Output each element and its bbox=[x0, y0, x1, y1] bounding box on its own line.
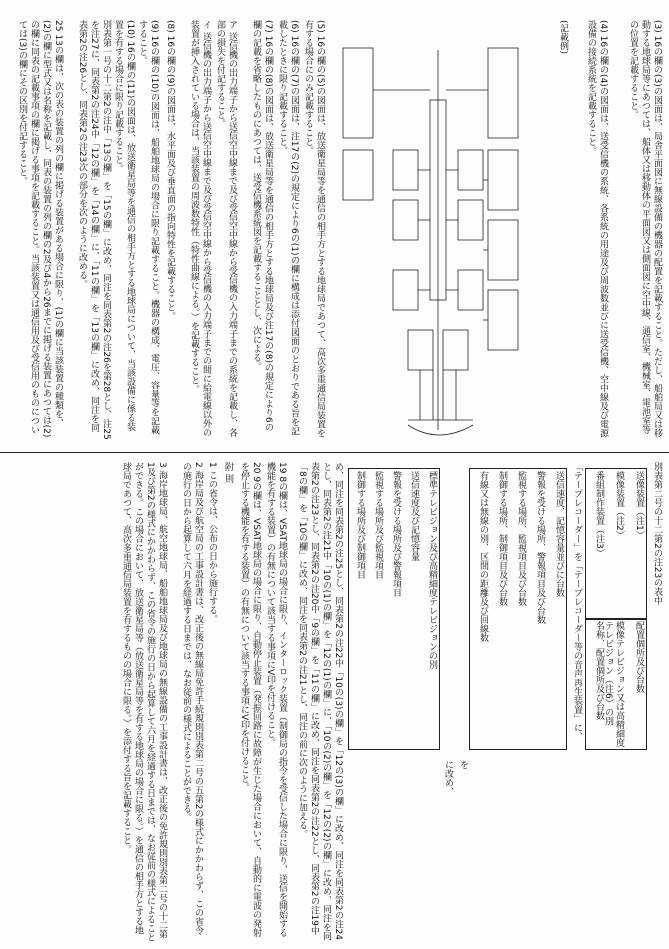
body-text-7: (7) 16の欄の(8)の図面は、放送衛星局等を通信の相手方とする地球局及び注17の(8)の規定により6の欄の記載を省略したものにあつては、送受信機系統図を記載することとし、次による。 bbox=[251, 20, 273, 432]
note-3: (3) 16の欄の(3)の図面は、局舎平面図に無線設備の機器の配置を記載すること。ただし、船舶局又は移動する地球局等にあつては、船体又は移動体の平面図又は側面図に空中線、通信室、機械室、電池室等の位置を記載すること。 bbox=[628, 20, 662, 438]
bottom-para-6: 2 海岸局及び航空局の工事設計書は、改正後の無線局免許手続規則別表第二号の五第2の様式にかかわらず、この省令の施行の日から起算して六月を経過する日までは、なお従前の様式によることができる。 bbox=[181, 462, 203, 936]
mid-text-1: 「テープレコーダー」を「テープレコーダー等の音声再生装置」に、 bbox=[572, 462, 582, 741]
table-before-1-values bbox=[585, 618, 647, 750]
table-cell: 模像テレビジョン又は高精細度テレビジョン（注6）の別 bbox=[603, 621, 624, 747]
bottom-para-7: 3 海岸地球局、航空地球局、船舶地球局及び地球局の無線設備の工事設計書は、改正後の免許規則別表第二号の十二第1及び第2の様式にかかわらず、この省令の施行の日から起算して六月を経過する日までは、なお従前の様式によることができる。この場合において、放送衛星局等（放送衛星局等を有する地球局の場合に限る。）を通信の相手方とする地球局であつて、高次多重通信局装置を有するものの場合に限る。）を添付する旨を記載すること。 bbox=[121, 462, 167, 942]
table-before-2 bbox=[469, 468, 567, 750]
table-row: 模像装置（注2） bbox=[614, 471, 624, 540]
table-cell: 名称、配置個所及び台数 bbox=[594, 621, 604, 720]
diagram-box bbox=[393, 270, 418, 310]
bottom-para-4: 附 則 bbox=[223, 462, 233, 483]
body-text-7b: イ 送信機の出力端子から送信空中線まで及び受信空中線から受信機の入力端子までの間に給電線以外の装置が挿入されている場合は、当該装置の周波数特性（特性曲線による。）を記載すること。 bbox=[189, 20, 211, 437]
diagram-box bbox=[488, 48, 518, 138]
table-before-1 bbox=[585, 468, 647, 620]
table-row: 有線又は無線の別、区間の距離及び回線数 bbox=[478, 471, 488, 642]
system-diagram bbox=[338, 40, 528, 440]
table-row: 送像装置（注1） bbox=[634, 471, 644, 540]
table-row: 送信速度及び記憶容量 bbox=[409, 471, 419, 561]
body-text-7a: ア 送信機の出力端子から送信空中線まで及び受信空中線から受信機の入力端子までの系統を記載し、各部の損失を付記すること。 bbox=[215, 20, 237, 437]
diagram-box bbox=[458, 200, 483, 240]
page-divider bbox=[0, 452, 669, 453]
diagram-box bbox=[443, 330, 468, 370]
table-row: 監視する場所、監視項目及び台数 bbox=[516, 471, 526, 606]
diagram-box bbox=[488, 290, 518, 350]
table-cell: 配置個所及び台数 bbox=[634, 621, 644, 693]
example-label: (記載例) bbox=[558, 20, 568, 55]
diagram-box bbox=[458, 270, 483, 310]
table-row: 送信速度、記憶容量並びに台数 bbox=[554, 471, 564, 597]
table-row: 番組制作装置（注3） bbox=[594, 471, 604, 558]
diagram-box bbox=[408, 330, 433, 370]
antenna-arc bbox=[408, 425, 473, 435]
bottom-para-3: 20 9の欄は、VSAT地球局の場合に限り、自動停止装置（発振回路に故障が生じた場合において、自動的に電波の発射を停止する機能を有する装置）の有無について該当する事項にV印を付けること。 bbox=[239, 462, 261, 938]
note-4: (4) 16の欄の(4)の図面は、送受信機の系統、各系統の用途及び周波数並びに送受信機、空中線及び電源設備の接続系統を記載すること。 bbox=[586, 20, 608, 438]
bottom-para-1: め、同注を同表第2の注25とし、同表第2の注22中「10の(3)の欄」を「12の(3)の欄」に改め、同注を同表第2の注24とし、同表第2の注21中「10の(1)の欄」を「12の(1)の欄」に、「10の(2)の欄」を「12の(2)の欄」に改め、同注を同表第2の注23とし、同表第2の注20中「9の欄」を「11の欄」に改め、同注を同表第2の注22とし、同表第2の注19中「8の欄」を「10の欄」に改め、同注を同表第2の注21とし、同注の前に次のように加える。 bbox=[297, 462, 343, 941]
table-row: 制御する場所、制御項目及び台数 bbox=[497, 471, 507, 606]
body-text-6: (6) 16の欄の(7)の図面は、注17の(2)の規定により6の(1)の欄に構成は添付図面のとおりである旨を記載したときに限り記載すること。 bbox=[277, 20, 299, 436]
table-after bbox=[348, 468, 440, 750]
bottom-para-5: 1 この省令は、公布の日から施行する。 bbox=[207, 462, 217, 624]
body-text-9: (9) 16の欄の(10)の図面は、船舶地球局の場合に限り記載すること。機器の構成、電圧、容量等を記載すること。 bbox=[137, 20, 159, 435]
table-row: 監視する場所及び監視項目 bbox=[373, 471, 383, 579]
body-text-25: 25 13の欄は、次の表の装置の列の欄に掲げる装置がある場合に限り、(1)の欄に当該装置の種類を、(2)の欄に型式又は名称を記載し、同表の装置の列の欄の2及び4から26までに掲げる装置にあつては(2)の欄に同表の記載事項の欄に掲げる事項を記載すること。当該装置又は通信用及び受信用のものについては(3)の欄にその区別を付記すること。 bbox=[17, 20, 63, 438]
body-text-8: (8) 16の欄の(9)の図面は、水平面及び垂直面の指向特性を記載すること。 bbox=[165, 20, 175, 321]
table-row: 標準テレビジョン及び高精細度テレビジョンの別 bbox=[427, 471, 437, 669]
bottom-header: 別表第二号の十二第2の注23の表中 bbox=[652, 462, 662, 606]
body-text-amend: 別表第一号の十二第2の注中「13の欄」を「15の欄」に改め、同注を同表第2の注26を第28とし、注25を注27に、同表第2の注24中「12の欄」を「14の欄」に、「11の欄」を「13の欄」に改め、同注を同表第2の注26とし、同表第2の注23次の部分を次のように改める。 bbox=[77, 20, 111, 440]
diagram-box bbox=[488, 150, 518, 210]
body-text-5: (5) 16の欄の(5)の図面は、放送衛星局等を通信の相手方とする地球局であつて、高次多重通信局装置を有する場合にのみ記載すること。 bbox=[303, 20, 325, 438]
table-row: 警報を受ける場所及び警報項目 bbox=[391, 471, 401, 597]
mid-text-2: を bbox=[458, 760, 468, 769]
diagram-box bbox=[393, 150, 418, 190]
table-row: 制御する場所及び制御項目 bbox=[355, 471, 365, 579]
diagram-box bbox=[488, 220, 518, 280]
system-diagram-svg bbox=[338, 40, 528, 440]
diagram-box bbox=[393, 200, 418, 240]
diagram-box bbox=[343, 150, 373, 200]
mid-text-3: に改め、 bbox=[443, 760, 453, 796]
table-row: 警報を受ける場所、警報項目及び台数 bbox=[535, 471, 545, 624]
diagram-box bbox=[458, 150, 483, 190]
diagram-box bbox=[343, 48, 373, 138]
bottom-para-2: 19 8の欄は、VSAT地球局の場合に限り、インターロック装置（制御局の指令を受信した場合に限り、送信を開始する機能を有する装置）の有無について該当する事項にV印を付けること。 bbox=[265, 462, 287, 938]
body-text-10: (10) 16の欄の(11)の図面は、放送衛星局等を通信の相手方とする地球局について、当該設備に係る装置を有する場合に限り記載すること。 bbox=[113, 20, 135, 432]
